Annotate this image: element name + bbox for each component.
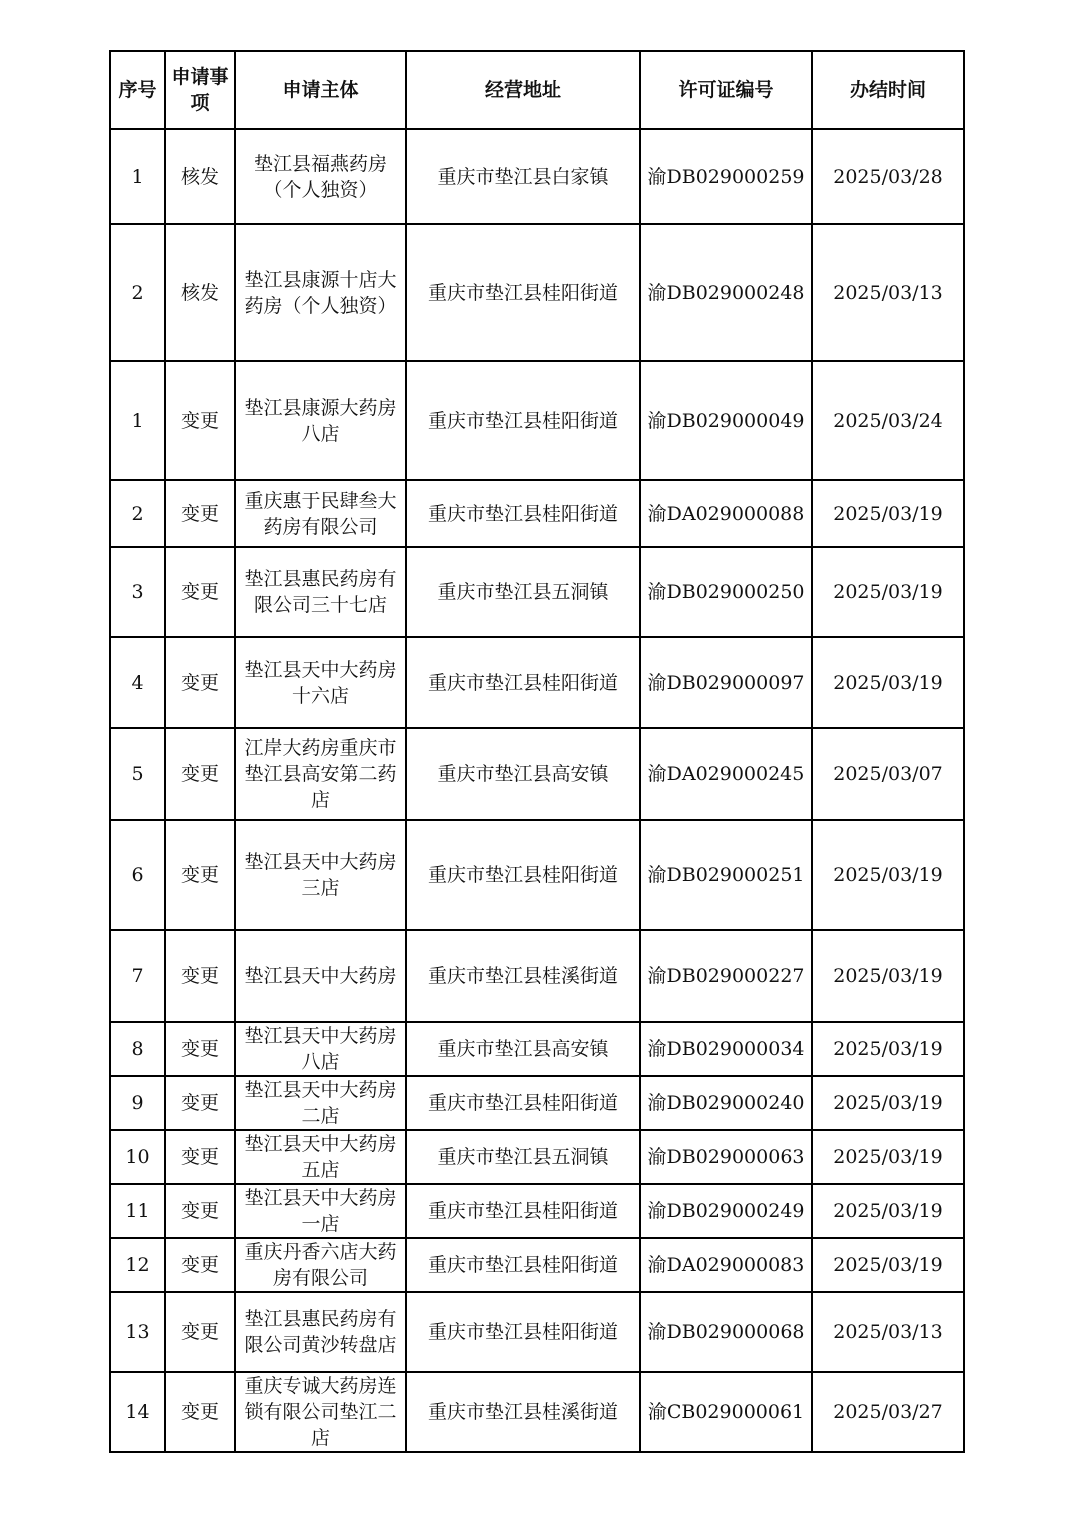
cell-address: 重庆市垫江县高安镇 — [406, 1022, 640, 1076]
table-row — [110, 361, 964, 480]
table-row — [110, 480, 964, 547]
cell-address: 重庆市垫江县桂阳街道 — [406, 480, 640, 547]
cell-subject: 垫江县天中大药房十六店 — [235, 637, 406, 728]
table-row — [110, 1238, 964, 1292]
cell-item: 变更 — [165, 930, 235, 1022]
cell-subject: 垫江县惠民药房有限公司黄沙转盘店 — [235, 1292, 406, 1372]
cell-seq: 2 — [110, 480, 165, 547]
header-date: 办结时间 — [812, 51, 964, 129]
header-license: 许可证编号 — [640, 51, 812, 129]
table-row — [110, 637, 964, 728]
table-row — [110, 1076, 964, 1130]
table-row — [110, 1130, 964, 1184]
cell-seq: 5 — [110, 728, 165, 820]
cell-license: 渝DB029000097 — [640, 637, 812, 728]
cell-date: 2025/03/19 — [812, 1238, 964, 1292]
cell-date: 2025/03/19 — [812, 1022, 964, 1076]
cell-date: 2025/03/19 — [812, 480, 964, 547]
table-row — [110, 224, 964, 361]
cell-date: 2025/03/19 — [812, 1184, 964, 1238]
cell-item: 变更 — [165, 547, 235, 637]
cell-date: 2025/03/19 — [812, 820, 964, 930]
cell-license: 渝DB029000240 — [640, 1076, 812, 1130]
cell-subject: 垫江县天中大药房 — [235, 930, 406, 1022]
cell-subject: 重庆专诚大药房连锁有限公司垫江二店 — [235, 1372, 406, 1452]
header-item: 申请事项 — [165, 51, 235, 129]
cell-date: 2025/03/28 — [812, 129, 964, 224]
cell-seq: 14 — [110, 1372, 165, 1452]
cell-date: 2025/03/07 — [812, 728, 964, 820]
cell-item: 变更 — [165, 1238, 235, 1292]
cell-subject: 垫江县康源大药房八店 — [235, 361, 406, 480]
cell-license: 渝DA029000083 — [640, 1238, 812, 1292]
cell-license: 渝DB029000034 — [640, 1022, 812, 1076]
table-row — [110, 1292, 964, 1372]
cell-seq: 2 — [110, 224, 165, 361]
cell-license: 渝DB029000248 — [640, 224, 812, 361]
table-row — [110, 820, 964, 930]
cell-license: 渝DB029000259 — [640, 129, 812, 224]
document-page — [109, 50, 963, 1453]
cell-item: 变更 — [165, 361, 235, 480]
cell-subject: 垫江县天中大药房三店 — [235, 820, 406, 930]
cell-license: 渝DA029000245 — [640, 728, 812, 820]
table-row — [110, 1022, 964, 1076]
table-row — [110, 930, 964, 1022]
cell-license: 渝DA029000088 — [640, 480, 812, 547]
cell-subject: 垫江县天中大药房八店 — [235, 1022, 406, 1076]
cell-license: 渝DB029000049 — [640, 361, 812, 480]
cell-date: 2025/03/19 — [812, 547, 964, 637]
cell-address: 重庆市垫江县桂阳街道 — [406, 1292, 640, 1372]
table-row — [110, 1184, 964, 1238]
cell-item: 变更 — [165, 1184, 235, 1238]
cell-item: 变更 — [165, 1372, 235, 1452]
cell-license: 渝DB029000227 — [640, 930, 812, 1022]
cell-item: 变更 — [165, 1130, 235, 1184]
cell-item: 变更 — [165, 480, 235, 547]
cell-seq: 8 — [110, 1022, 165, 1076]
cell-address: 重庆市垫江县桂阳街道 — [406, 224, 640, 361]
cell-date: 2025/03/13 — [812, 224, 964, 361]
cell-subject: 垫江县康源十店大药房（个人独资） — [235, 224, 406, 361]
cell-seq: 13 — [110, 1292, 165, 1372]
table-row — [110, 129, 964, 224]
cell-date: 2025/03/13 — [812, 1292, 964, 1372]
cell-license: 渝DB029000063 — [640, 1130, 812, 1184]
cell-license: 渝DB029000251 — [640, 820, 812, 930]
table-row — [110, 728, 964, 820]
cell-subject: 垫江县福燕药房（个人独资） — [235, 129, 406, 224]
cell-address: 重庆市垫江县白家镇 — [406, 129, 640, 224]
cell-license: 渝DB029000249 — [640, 1184, 812, 1238]
cell-address: 重庆市垫江县桂阳街道 — [406, 1076, 640, 1130]
cell-address: 重庆市垫江县桂阳街道 — [406, 361, 640, 480]
cell-address: 重庆市垫江县五洞镇 — [406, 1130, 640, 1184]
cell-date: 2025/03/19 — [812, 637, 964, 728]
license-table — [109, 50, 965, 1453]
cell-subject: 垫江县天中大药房二店 — [235, 1076, 406, 1130]
cell-date: 2025/03/19 — [812, 1076, 964, 1130]
cell-seq: 1 — [110, 129, 165, 224]
cell-seq: 4 — [110, 637, 165, 728]
cell-date: 2025/03/19 — [812, 1130, 964, 1184]
cell-license: 渝DB029000250 — [640, 547, 812, 637]
cell-address: 重庆市垫江县高安镇 — [406, 728, 640, 820]
cell-address: 重庆市垫江县桂阳街道 — [406, 1184, 640, 1238]
cell-subject: 重庆惠于民肆叁大药房有限公司 — [235, 480, 406, 547]
header-seq: 序号 — [110, 51, 165, 129]
cell-seq: 12 — [110, 1238, 165, 1292]
cell-seq: 1 — [110, 361, 165, 480]
cell-item: 核发 — [165, 224, 235, 361]
cell-license: 渝CB029000061 — [640, 1372, 812, 1452]
cell-item: 变更 — [165, 1292, 235, 1372]
header-address: 经营地址 — [406, 51, 640, 129]
header-row — [110, 51, 964, 129]
cell-seq: 6 — [110, 820, 165, 930]
cell-address: 重庆市垫江县五洞镇 — [406, 547, 640, 637]
cell-item: 变更 — [165, 1076, 235, 1130]
cell-address: 重庆市垫江县桂阳街道 — [406, 1238, 640, 1292]
cell-seq: 10 — [110, 1130, 165, 1184]
cell-item: 变更 — [165, 728, 235, 820]
cell-item: 变更 — [165, 1022, 235, 1076]
cell-subject: 垫江县天中大药房一店 — [235, 1184, 406, 1238]
cell-seq: 9 — [110, 1076, 165, 1130]
header-subject: 申请主体 — [235, 51, 406, 129]
cell-item: 变更 — [165, 820, 235, 930]
cell-license: 渝DB029000068 — [640, 1292, 812, 1372]
cell-address: 重庆市垫江县桂阳街道 — [406, 820, 640, 930]
cell-date: 2025/03/24 — [812, 361, 964, 480]
cell-address: 重庆市垫江县桂溪街道 — [406, 1372, 640, 1452]
cell-item: 核发 — [165, 129, 235, 224]
cell-seq: 3 — [110, 547, 165, 637]
cell-seq: 7 — [110, 930, 165, 1022]
cell-address: 重庆市垫江县桂溪街道 — [406, 930, 640, 1022]
cell-address: 重庆市垫江县桂阳街道 — [406, 637, 640, 728]
cell-subject: 重庆丹香六店大药房有限公司 — [235, 1238, 406, 1292]
table-row — [110, 1372, 964, 1452]
cell-date: 2025/03/19 — [812, 930, 964, 1022]
cell-subject: 江岸大药房重庆市垫江县高安第二药店 — [235, 728, 406, 820]
cell-subject: 垫江县天中大药房五店 — [235, 1130, 406, 1184]
cell-subject: 垫江县惠民药房有限公司三十七店 — [235, 547, 406, 637]
table-row — [110, 547, 964, 637]
cell-seq: 11 — [110, 1184, 165, 1238]
cell-date: 2025/03/27 — [812, 1372, 964, 1452]
cell-item: 变更 — [165, 637, 235, 728]
